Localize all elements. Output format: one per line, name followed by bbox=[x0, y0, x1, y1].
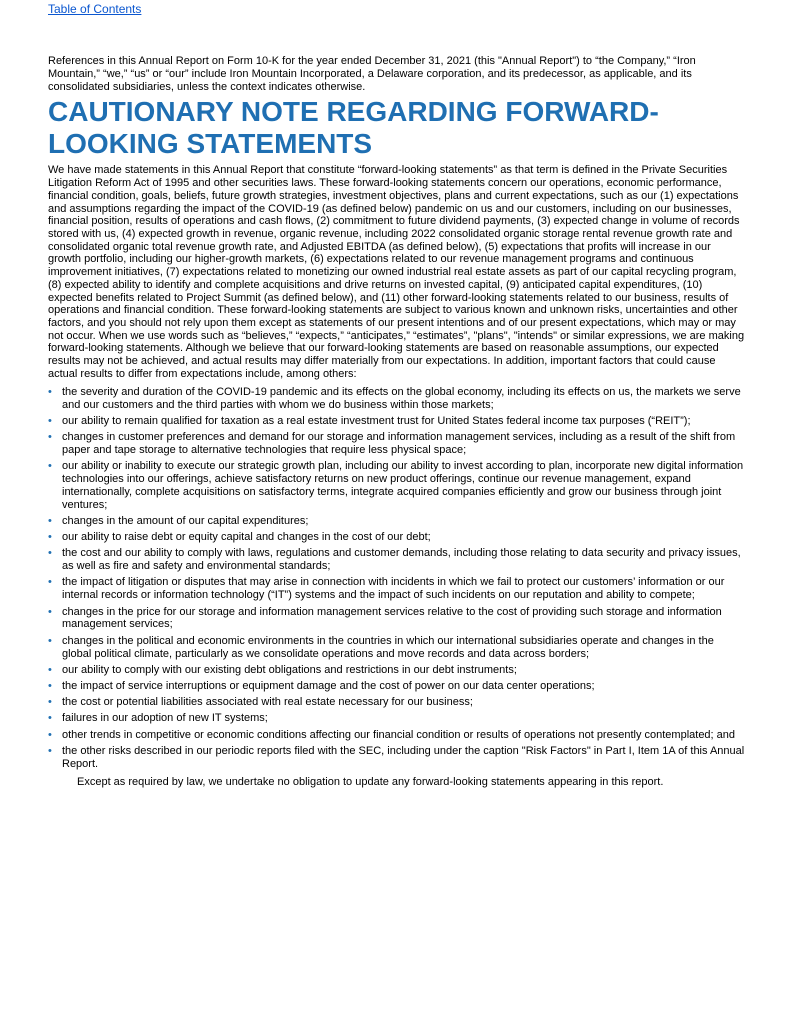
risk-factor-text: the impact of service interruptions or equipment damage and the cost of power on our data center operations; bbox=[62, 680, 595, 692]
risk-factor-item bbox=[48, 696, 745, 709]
risk-factor-item bbox=[48, 664, 745, 677]
bullet-icon: • bbox=[48, 712, 52, 725]
risk-factor-text: the other risks described in our periodic reports filed with the SEC, including under the caption "Risk Factors" in Part I, Item 1A of this Annual Report. bbox=[62, 744, 745, 770]
forward-looking-paragraph: We have made statements in this Annual Report that constitute “forward-looking statements” as that term is defined in the Private Securities Litigation Reform Act of 1995 and other securities laws. These forward-looking statements concern our operations, economic performance, financial condition, goals, beliefs, future growth strategies, investment objectives, plans and current expectations, such as our (1) expectations and assumptions regarding the impact of the COVID-19 (as defined below) pandemic on us and our customers, including on our businesses, financial position, results of operations and cash flows, (2) commitment to future dividend payments, (3) expected change in volume of records stored with us, (4) expected growth in revenue, organic revenue, including 2022 consolidated organic storage rental revenue growth rate and consolidated organic total revenue growth rate, and Adjusted EBITDA (as defined below), (5) expectations that profits will increase in our growth portfolio, including our higher-growth markets, (6) expectations related to our revenue management programs and continuous improvement initiatives, (7) expectations related to monetizing our owned industrial real estate assets as part of our capital recycling program, (8) expected ability to identify and complete acquisitions and drive returns on invested capital, (9) anticipated capital expenditures, (10) expected benefits related to Project Summit (as defined below), and (11) other forward-looking statements related to our business, results of operations and financial condition. These forward-looking statements are subject to various known and unknown risks, uncertainties and other factors, and you should not rely upon them except as statements of our present intentions and of our present expectations, which may or may not occur. When we use words such as “believes,” “expects,” “anticipates,” “estimates”, "plans", "intends" or similar expressions, we are making forward-looking statements. Although we believe that our forward-looking statements are based on reasonable assumptions, our expected results may not be achieved, and actual results may differ materially from our expectations. In addition, important factors that could cause actual results to differ from expectations include, among others: bbox=[48, 164, 745, 380]
risk-factor-text: the severity and duration of the COVID-19 pandemic and its effects on the global economy, including its effects on us, the markets we serve and our customers and the third parties with whom we do business within those markets; bbox=[62, 385, 741, 411]
section-heading: CAUTIONARY NOTE REGARDING FORWARD-LOOKING STATEMENTS bbox=[48, 96, 659, 160]
bullet-icon: • bbox=[48, 696, 52, 709]
risk-factor-text: our ability to raise debt or equity capital and changes in the cost of our debt; bbox=[62, 531, 431, 544]
risk-factor-text: failures in our adoption of new IT systems; bbox=[62, 712, 268, 725]
page-content bbox=[48, 55, 745, 789]
risk-factor-item bbox=[48, 460, 745, 512]
risk-factor-item bbox=[48, 415, 745, 428]
risk-factor-text: the cost and our ability to comply with laws, regulations and customer demands, including those relating to data security and privacy issues, as well as fire and safety and environmental standards; bbox=[62, 547, 741, 573]
bullet-icon: • bbox=[48, 576, 52, 589]
bullet-icon: • bbox=[48, 680, 52, 692]
risk-factor-item bbox=[48, 729, 745, 742]
risk-factor-text: our ability to comply with our existing debt obligations and restrictions in our debt instruments; bbox=[62, 663, 517, 676]
risk-factor-text: changes in the price for our storage and information management services relative to the cost of providing such storage and information management services; bbox=[62, 605, 722, 631]
risk-factor-item bbox=[48, 531, 745, 544]
table-of-contents-link[interactable]: Table of Contents bbox=[48, 2, 142, 16]
closing-paragraph: Except as required by law, we undertake no obligation to update any forward-looking statements appearing in this report. bbox=[77, 775, 664, 788]
bullet-icon: • bbox=[48, 663, 52, 676]
risk-factor-text: other trends in competitive or economic conditions affecting our financial condition or results of operations not presently contemplated; and bbox=[62, 728, 736, 741]
risk-factor-text: changes in customer preferences and demand for our storage and information management services, including as a result of the shift from paper and tape storage to alternative technologies that require less physical space; bbox=[62, 430, 736, 456]
risk-factor-text: the cost or potential liabilities associated with real estate necessary for our business; bbox=[62, 696, 473, 709]
risk-factor-item bbox=[48, 745, 745, 771]
risk-factors-list bbox=[48, 386, 745, 771]
risk-factor-text: changes in the political and economic environments in the countries in which our international subsidiaries operate and changes in the global political climate, particularly as we consolidate operations and move records and data across borders; bbox=[62, 634, 714, 660]
bullet-icon: • bbox=[48, 547, 52, 560]
risk-factor-item bbox=[48, 712, 745, 725]
risk-factor-item bbox=[48, 515, 745, 528]
bullet-icon: • bbox=[48, 414, 52, 427]
risk-factor-item bbox=[48, 431, 745, 457]
bullet-icon: • bbox=[48, 744, 52, 757]
risk-factor-item bbox=[48, 635, 745, 661]
risk-factor-item bbox=[48, 547, 745, 573]
risk-factor-item bbox=[48, 680, 745, 693]
bullet-icon: • bbox=[48, 430, 52, 443]
bullet-icon: • bbox=[48, 605, 52, 618]
risk-factor-item bbox=[48, 606, 745, 632]
bullet-icon: • bbox=[48, 385, 52, 398]
risk-factor-text: our ability or inability to execute our strategic growth plan, including our ability to invest according to plan, incorporate new digital information technologies into our offerings, achieve satisfactory returns on new product offerings, continue our revenue management, expand internationally, complete acquisitions on satisfactory terms, integrate acquired companies efficiently and grow our business through joint ventures; bbox=[62, 460, 744, 511]
bullet-icon: • bbox=[48, 634, 52, 647]
risk-factor-item bbox=[48, 386, 745, 412]
bullet-icon: • bbox=[48, 728, 52, 741]
risk-factor-text: changes in the amount of our capital expenditures; bbox=[62, 514, 309, 527]
risk-factor-text: the impact of litigation or disputes that may arise in connection with incidents in which we fail to protect our customers’ information or our internal records or information technology (“IT”) systems and the impact of such incidents on our reputation and ability to compete; bbox=[62, 576, 725, 602]
risk-factor-item bbox=[48, 576, 745, 602]
bullet-icon: • bbox=[48, 460, 52, 473]
bullet-icon: • bbox=[48, 531, 52, 544]
risk-factor-text: our ability to remain qualified for taxation as a real estate investment trust for United States federal income tax purposes (“REIT”); bbox=[62, 414, 691, 427]
bullet-icon: • bbox=[48, 514, 52, 527]
intro-paragraph: References in this Annual Report on Form 10-K for the year ended December 31, 2021 (this "Annual Report") to “the Company,” “Iron Mountain,” “we,” “us” or “our” include Iron Mountain Incorporated, a Delaware corporation, and its predecessor, as applicable, and its consolidated subsidiaries, unless the context indicates otherwise. bbox=[48, 55, 696, 93]
